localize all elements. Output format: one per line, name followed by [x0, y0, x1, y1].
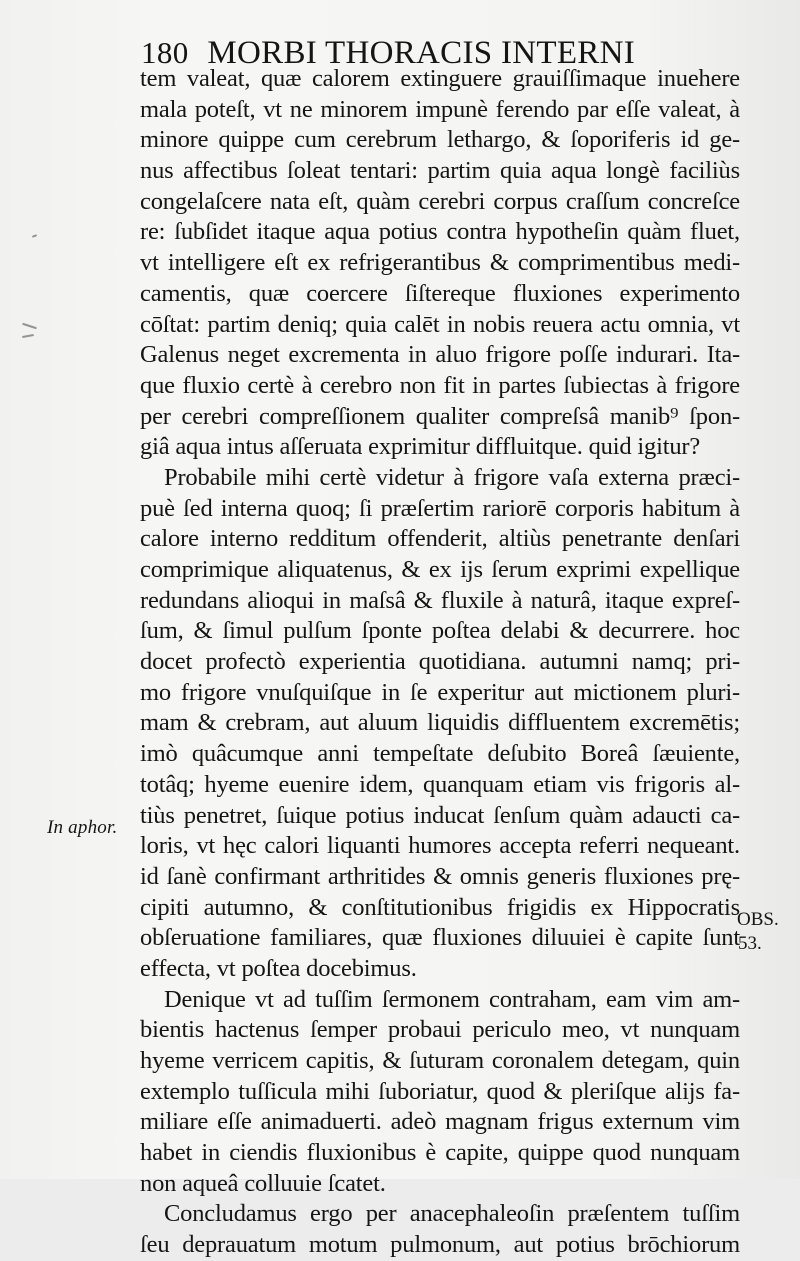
text-line: effecta, vt poſtea docebimus. [140, 954, 417, 982]
text-line: Probabile mihi certè videtur à frigore vaſa externa præci- [164, 463, 740, 491]
text-line: cipiti autumno, & conſtitutionibus frigidis ex Hippocratis [140, 893, 740, 921]
text-line: calore interno redditum offenderit, altiùs penetrante denſari [140, 525, 740, 553]
text-line: hyeme verricem capitis, & ſuturam coronalem detegam, quin [140, 1047, 740, 1074]
text-line: obſeruatione familiares, quæ fluxiones diluuiei è capite ſunt [140, 924, 740, 952]
text-line: congelaſcere nata eſt, quàm cerebri corpus craſſum concreſce [140, 187, 740, 215]
text-line: que fluxio certè à cerebro non fit in partes ſubiectas à frigore [140, 371, 740, 399]
text-line: id ſanè confirmant arthritides & omnis generis fluxiones prę- [140, 862, 740, 890]
ink-speck [32, 234, 37, 238]
text-line: cōſtat: partim deniq; quia calēt in nobis reuera actu omnia, vt [140, 310, 740, 338]
text-line: ſeu deprauatum motum pulmonum, aut potius brōchiorum [140, 1231, 740, 1259]
text-line: vt intelligere eſt ex refrigerantibus & comprimentibus medi- [140, 249, 740, 277]
page-number: 180 [141, 35, 189, 70]
marginal-note-left: In aphor. [47, 817, 118, 838]
ink-speck [22, 334, 34, 338]
text-line: redundans alioqui in maſsâ & fluxile à naturâ, itaque expreſ- [140, 586, 740, 614]
text-line: extemplo tuſſicula mihi ſuboriatur, quod & pleriſque alijs fa- [140, 1077, 740, 1105]
text-line: per cerebri compreſſionem qualiter compreſsâ manib⁹ ſpon- [140, 402, 740, 430]
ink-speck [22, 323, 37, 330]
text-line: camentis, quæ coercere ſiſtereque fluxiones experimento [140, 279, 740, 307]
text-line: docet profectò experientia quotidiana. autumni namq; pri- [140, 648, 740, 676]
text-line: habet in ciendis fluxionibus è capite, quippe quod nunquam [140, 1139, 740, 1167]
text-line: totâq; hyeme euenire idem, quanquam etiam vis frigoris al- [140, 770, 740, 798]
text-line: bientis hactenus ſemper probaui periculo meo, vt nunquam [140, 1016, 740, 1044]
text-line: mo frigore vnuſquiſque in ſe experitur aut mictionem pluri- [140, 678, 740, 706]
text-line: puè ſed interna quoq; ſi præſertim rariorē corporis habitum à [140, 494, 740, 522]
marginal-note-right: OBS. [737, 909, 779, 930]
main-text [140, 64, 740, 1261]
text-line: ſum, & ſimul pulſum ſponte poſtea delabi & decurrere. hoc [140, 617, 740, 645]
text-line: tiùs penetret, ſuique potius inducat ſenſum quàm adaucti ca- [140, 801, 740, 829]
text-line: loris, vt hęc calori liquanti humores accepta referri nequeant. [140, 832, 740, 860]
text-line: re: ſubſidet itaque aqua potius contra hypotheſin quàm fluet, [140, 218, 740, 246]
text-line: comprimique aliquatenus, & ex ijs ſerum exprimi expellique [140, 556, 740, 583]
text-line: mam & crebram, aut aluum liquidis diffluentem excremētis; [140, 709, 740, 737]
text-line: giâ aqua intus aſſeruata exprimitur diffluitque. quid igitur? [140, 433, 701, 461]
text-line: tem valeat, quæ calorem extinguere grauiſſimaque inuehere [140, 65, 740, 92]
text-line: imò quâcumque anni tempeſtate deſubito Boreâ ſæuiente, [140, 740, 740, 768]
text-line: Denique vt ad tuſſim ſermonem contraham, eam vim am- [164, 985, 740, 1013]
text-line: minore quippe cum cerebrum lethargo, & ſoporiferis id ge- [140, 126, 740, 154]
running-title: MORBI THORACIS INTERNI [207, 35, 636, 71]
text-line: non aqueâ colluuie ſcatet. [140, 1169, 386, 1197]
text-line: Concludamus ergo per anacephaleoſin præſentem tuſſim [164, 1200, 740, 1228]
text-line: nus affectibus ſoleat tentari: partim quia aqua longè faciliùs [140, 157, 740, 185]
text-line: Galenus neget excrementa in aluo frigore poſſe indurari. Ita- [140, 341, 740, 369]
text-line: miliare eſſe animaduerti. adeò magnam frigus externum vim [140, 1108, 740, 1136]
marginal-note-right-number: 53. [738, 933, 762, 954]
text-line: mala poteſt, vt ne minorem impunè ferendo par eſſe valeat, à [140, 95, 740, 123]
